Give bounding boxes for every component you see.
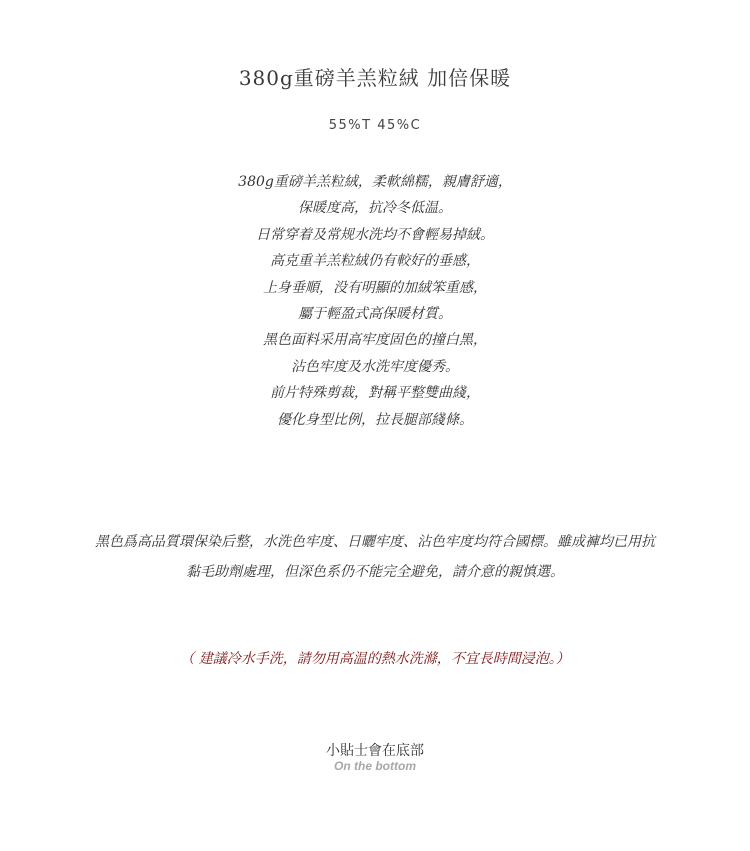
description-line: 沾色牢度及水洗牢度優秀。 (291, 358, 459, 375)
description-line: 上身垂順，没有明顯的加絨笨重感， (263, 279, 487, 296)
description-line: 前片特殊剪裁，對稱平整雙曲綫， (270, 385, 480, 402)
description-line: 380g重磅羊羔粒絨，柔軟綿糯，親膚舒適， (238, 174, 512, 190)
notice-line: 黏毛助劑處理，但深色系仍不能完全避免，請介意的親慎選。 (186, 564, 564, 580)
description-line: 優化身型比例，拉長腿部綫條。 (277, 411, 473, 428)
tip-sub-label: On the bottom (334, 759, 416, 773)
color-notice-block (40, 527, 710, 587)
description-line: 保暖度高，抗冷冬低温。 (298, 200, 452, 217)
description-line: 黑色面料采用高牢度固色的撞白黑， (263, 332, 487, 349)
description-line: 屬于輕盈式高保暖材質。 (298, 305, 452, 322)
tip-label: 小貼士會在底部 (326, 743, 424, 759)
description-line: 高克重羊羔粒絨仍有較好的垂感， (270, 253, 480, 270)
product-title: 380g重磅羊羔粒絨 加倍保暖 (238, 66, 512, 90)
notice-line: 黑色爲高品質環保染后整，水洗色牢度、日曬牢度、沾色牢度均符合國標。雖成褲均已用抗 (95, 534, 655, 550)
description-block (0, 169, 750, 433)
wash-warning: （ 建議冷水手洗，請勿用高温的熱水洗滌，不宜長時間浸泡。） (180, 651, 570, 667)
description-line: 日常穿着及常规水洗均不會輕易掉絨。 (256, 226, 494, 243)
fabric-composition: 55%T 45%C (328, 118, 422, 133)
